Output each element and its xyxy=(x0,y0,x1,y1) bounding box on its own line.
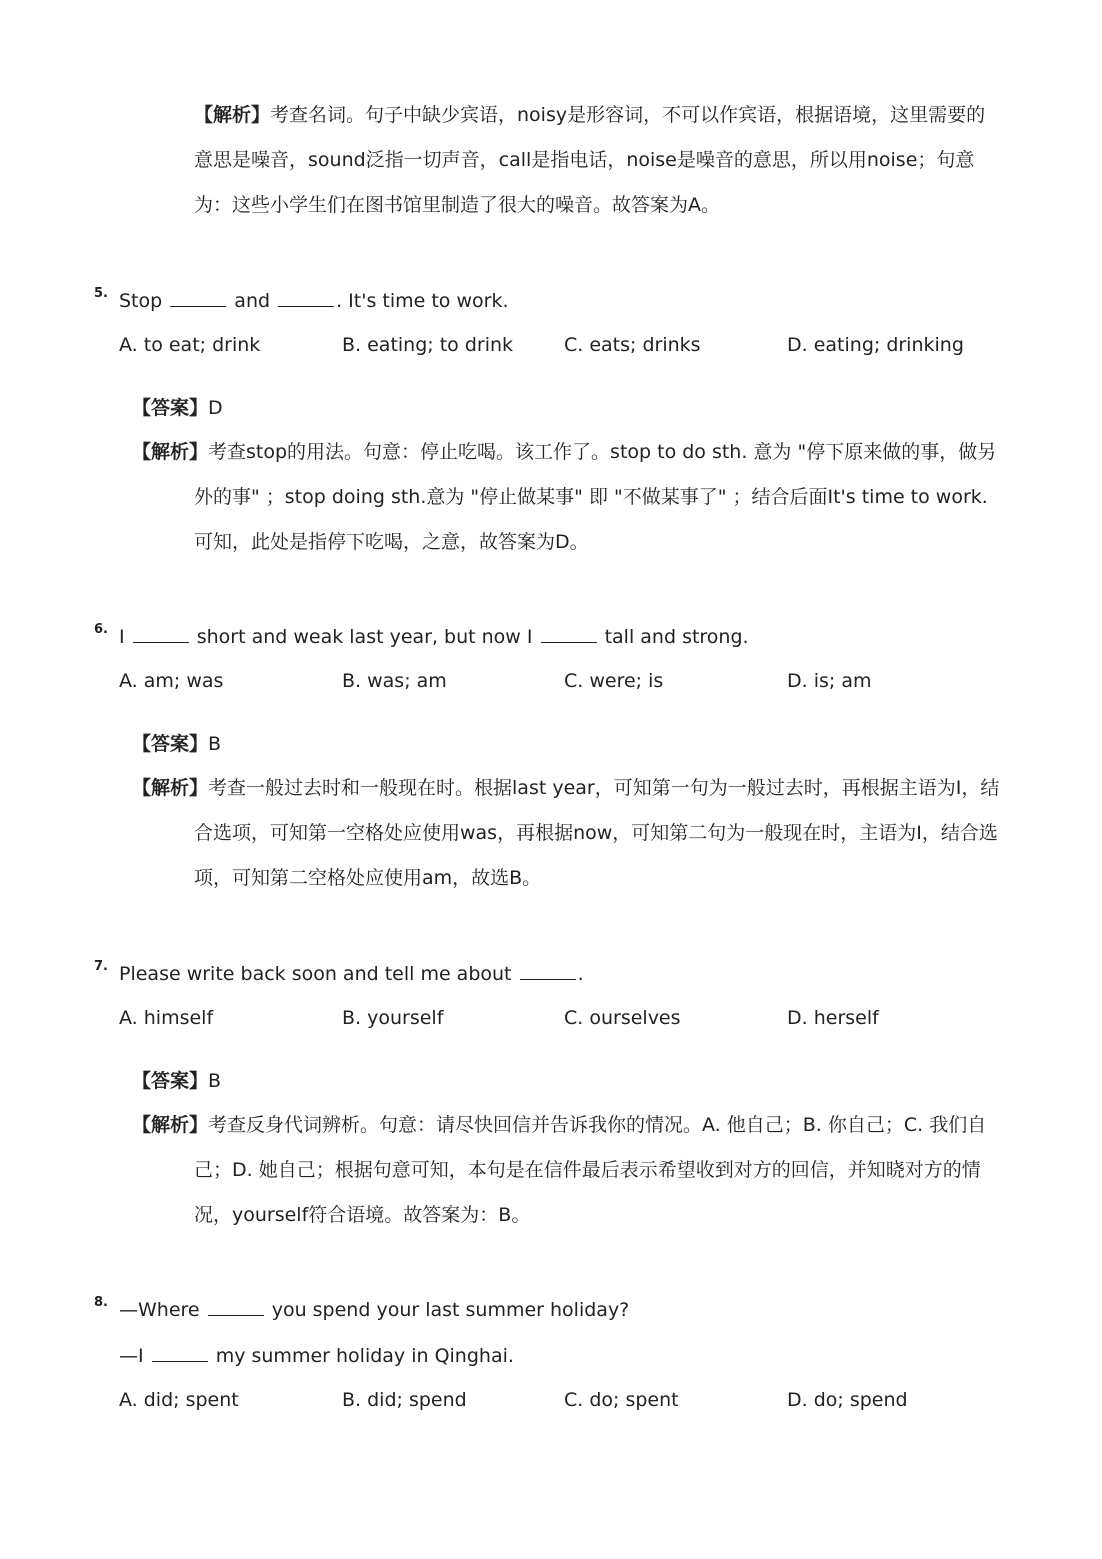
option-a: A. did; spent xyxy=(119,1389,239,1411)
option-d: D. herself xyxy=(787,1007,879,1029)
answer-line: 【答案】B xyxy=(132,1070,222,1092)
option-c: C. were; is xyxy=(564,670,664,692)
question-stem: Please write back soon and tell me about . xyxy=(119,963,584,985)
option-d: D. eating; drinking xyxy=(787,334,964,356)
question-number: 6. xyxy=(94,622,108,637)
question-stem: I short and weak last year, but now I tall and strong. xyxy=(119,626,749,648)
option-c: C. ourselves xyxy=(564,1007,681,1029)
analysis-text: 考查一般过去时和一般现在时。根据last year，可知第一句为一般过去时，再根据主语为I，结合选项，可知第一空格处应使用was，再根据now，可知第二句为一般现在时，主语为I，结合选项，可知第二空格处应使用am，故选B。 xyxy=(194,777,1000,889)
option-b: B. was; am xyxy=(342,670,447,692)
option-d: D. do; spend xyxy=(787,1389,908,1411)
answer-value: B xyxy=(208,1070,222,1092)
analysis-label: 【解析】 xyxy=(194,104,271,126)
answer-blank xyxy=(278,288,334,307)
answer-blank xyxy=(133,624,189,643)
option-c: C. eats; drinks xyxy=(564,334,701,356)
answer-line: 【答案】D xyxy=(132,397,223,419)
question-number: 5. xyxy=(94,286,108,301)
analysis-text: 考查反身代词辨析。句意：请尽快回信并告诉我你的情况。A. 他自己；B. 你自己；C. 我们自己；D. 她自己；根据句意可知，本句是在信件最后表示希望收到对方的回信，并知晓对方的情况，yourself符合语境。故答案为：B。 xyxy=(194,1114,987,1226)
answer-line: 【答案】B xyxy=(132,733,222,755)
option-a: A. am; was xyxy=(119,670,224,692)
question-stem: Stop and . It's time to work. xyxy=(119,290,509,312)
question-number: 8. xyxy=(94,1295,108,1310)
question-stem-line-2: —I my summer holiday in Qinghai. xyxy=(119,1345,514,1367)
option-c: C. do; spent xyxy=(564,1389,679,1411)
answer-blank xyxy=(520,961,576,980)
answer-blank xyxy=(152,1343,208,1362)
option-b: B. eating; to drink xyxy=(342,334,514,356)
question-number: 7. xyxy=(94,959,108,974)
option-a: A. to eat; drink xyxy=(119,334,261,356)
answer-blank xyxy=(170,288,226,307)
answer-value: B xyxy=(208,733,222,755)
analysis: 【解析】考查反身代词辨析。句意：请尽快回信并告诉我你的情况。A. 他自己；B. 你自己；C. 我们自己；D. 她自己；根据句意可知，本句是在信件最后表示希望收到对方的回信，并知晓对方的情况，yourself符合语境。故答案为：B。 xyxy=(132,1114,987,1226)
answer-blank xyxy=(541,624,597,643)
analysis-text: 考查名词。句子中缺少宾语，noisy是形容词，不可以作宾语，根据语境，这里需要的意思是噪音，sound泛指一切声音，call是指电话，noise是噪音的意思，所以用noise；句意为：这些小学生们在图书馆里制造了很大的噪音。故答案为A。 xyxy=(194,104,986,216)
option-d: D. is; am xyxy=(787,670,872,692)
question-stem-line-1: —Where you spend your last summer holiday? xyxy=(119,1299,630,1321)
answer-value: D xyxy=(208,397,223,419)
analysis: 【解析】考查stop的用法。句意：停止吃喝。该工作了。stop to do sth. 意为 "停下原来做的事，做另外的事" ；stop doing sth.意为 "停止做某事" 即 "不做某事了" ；结合后面It's time to work.可知，此处是指停下吃喝，之意，故答案为D。 xyxy=(132,441,997,553)
answer-blank xyxy=(208,1297,264,1316)
option-b: B. did; spend xyxy=(342,1389,467,1411)
option-b: B. yourself xyxy=(342,1007,444,1029)
analysis: 【解析】考查一般过去时和一般现在时。根据last year，可知第一句为一般过去时，再根据主语为I，结合选项，可知第一空格处应使用was，再根据now，可知第二句为一般现在时，主语为I，结合选项，可知第二空格处应使用am，故选B。 xyxy=(132,777,1000,889)
option-a: A. himself xyxy=(119,1007,214,1029)
analysis-text: 考查stop的用法。句意：停止吃喝。该工作了。stop to do sth. 意为 "停下原来做的事，做另外的事" ；stop doing sth.意为 "停止做某事" 即 "不做某事了" ；结合后面It's time to work.可知，此处是指停下吃喝，之意，故答案为D。 xyxy=(194,441,997,553)
